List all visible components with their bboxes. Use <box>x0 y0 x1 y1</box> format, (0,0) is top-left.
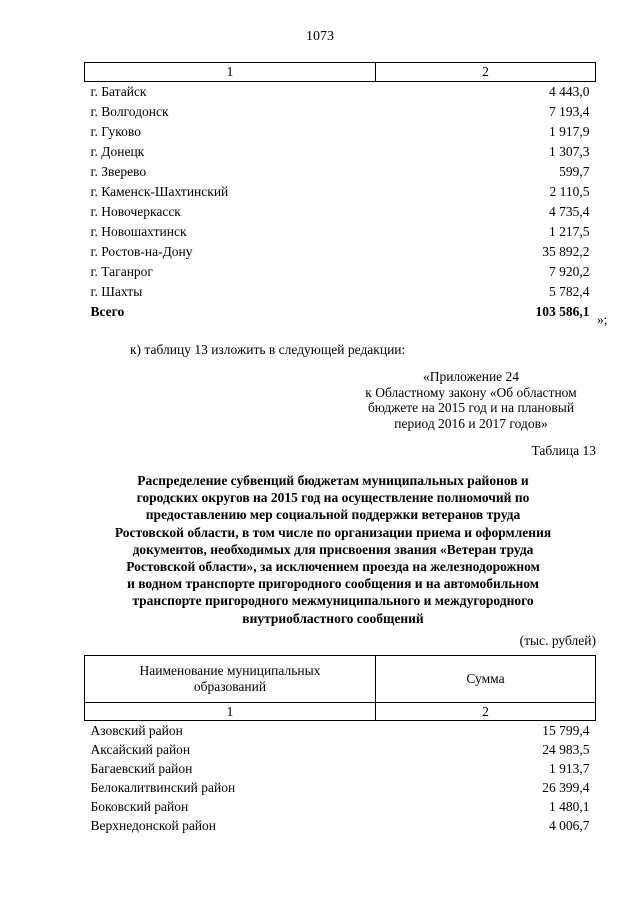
municipality-name: Боковский район <box>90 799 189 814</box>
title-line: предоставлению мер социальной поддержки ветеранов труда <box>145 507 521 523</box>
amount-value: 2 110,5 <box>549 184 590 199</box>
municipality-name: Азовский район <box>90 723 183 738</box>
table-row <box>85 282 596 302</box>
title-line: документов, необходимых для присвоения звания «Ветеран труда <box>132 541 534 557</box>
table-row <box>85 262 596 282</box>
table-row <box>85 202 596 222</box>
title-line: городских округов на 2015 год на осуществление полномочий по <box>136 490 530 506</box>
header-line: образований <box>193 679 267 694</box>
municipality-name: г. Ростов-на-Дону <box>90 244 193 259</box>
total-value: 103 586,1 <box>535 304 590 319</box>
amount-value: 599,7 <box>559 164 590 179</box>
table-row <box>85 142 596 162</box>
table-row <box>85 242 596 262</box>
column-number-row <box>85 703 596 721</box>
municipal-table-continued <box>84 62 596 322</box>
column-number-1: 1 <box>85 703 376 721</box>
appendix-line: «Приложение 24 <box>422 369 520 384</box>
appendix-line: к Областному закону «Об областном <box>365 384 577 400</box>
amount-value: 4 006,7 <box>549 818 590 833</box>
title-line: Ростовской области, в том числе по организации приема и оформления <box>114 524 552 540</box>
amount-value: 7 920,2 <box>549 264 590 279</box>
table-header-row <box>85 63 596 82</box>
table-row <box>85 740 596 759</box>
column-number-2: 2 <box>376 63 596 82</box>
title-line: Распределение субвенций бюджетам муниципальных районов и <box>137 473 529 488</box>
municipality-name: Верхнедонской район <box>90 818 217 833</box>
title-line: и водном транспорте пригородного сообщения и на автомобильном <box>127 576 539 592</box>
appendix-line: бюджете на 2015 год и на плановый <box>367 400 575 415</box>
table-row <box>85 816 596 835</box>
amount-value: 1 917,9 <box>549 124 590 139</box>
appendix-line: период 2016 и 2017 годов» <box>394 415 548 431</box>
title-line: Ростовской области», за исключением проезда на железнодорожном <box>126 559 540 575</box>
amount-value: 1 913,7 <box>549 761 590 776</box>
amount-value: 1 480,1 <box>549 799 590 814</box>
table-number: Таблица 13 <box>531 443 596 458</box>
column-number-1: 1 <box>85 63 376 82</box>
amount-value: 4 443,0 <box>549 84 590 99</box>
table-header-row <box>85 656 596 703</box>
amount-value: 4 735,4 <box>549 204 590 219</box>
table-row <box>85 778 596 797</box>
column-header-name <box>85 656 376 703</box>
amount-value: 35 892,2 <box>542 244 590 259</box>
table-row <box>85 82 596 103</box>
amount-value: 15 799,4 <box>542 723 590 738</box>
total-label: Всего <box>90 304 125 319</box>
amount-value: 1 217,5 <box>549 224 590 239</box>
municipality-name: г. Батайск <box>90 84 147 99</box>
municipality-name: г. Зверево <box>90 164 147 179</box>
amount-value: 26 399,4 <box>542 780 590 795</box>
amount-value: 24 983,5 <box>542 742 590 757</box>
total-row <box>85 302 596 322</box>
appendix-reference <box>340 369 602 431</box>
instruction-text: к) таблицу 13 изложить в следующей редакции: <box>130 342 406 357</box>
municipality-name: г. Донецк <box>90 144 145 159</box>
municipality-name: Аксайский район <box>90 742 191 757</box>
table-row <box>85 122 596 142</box>
closing-quote: »; <box>597 312 608 327</box>
table-row <box>85 162 596 182</box>
municipality-name: г. Каменск-Шахтинский <box>90 184 229 199</box>
table-row <box>85 222 596 242</box>
column-number-2: 2 <box>376 703 596 721</box>
table-row <box>85 759 596 778</box>
amount-value: 7 193,4 <box>549 104 590 119</box>
municipality-name: Багаевский район <box>90 761 193 776</box>
page-number: 1073 <box>306 29 334 44</box>
municipality-name: г. Новочеркасск <box>90 204 181 219</box>
municipality-name: г. Шахты <box>90 284 143 299</box>
municipality-name: г. Новошахтинск <box>90 224 187 239</box>
subvention-distribution-table <box>84 655 596 835</box>
municipality-name: г. Волгодонск <box>90 104 169 119</box>
table-title <box>96 472 570 627</box>
column-header-sum: Сумма <box>376 656 596 703</box>
municipality-name: г. Гуково <box>90 124 141 139</box>
amount-value: 5 782,4 <box>549 284 590 299</box>
table-row <box>85 797 596 816</box>
units-label: (тыс. рублей) <box>519 633 596 648</box>
title-line: внутриобластного сообщений <box>242 610 424 626</box>
municipality-name: г. Таганрог <box>90 264 153 279</box>
title-line: транспорте пригородного межмуниципального и междугородного <box>132 593 534 609</box>
table-row <box>85 182 596 202</box>
header-line: Наименование муниципальных <box>139 663 321 678</box>
municipality-name: Белокалитвинский район <box>90 780 236 795</box>
table-row <box>85 102 596 122</box>
table-row <box>85 721 596 741</box>
amount-value: 1 307,3 <box>549 144 590 159</box>
